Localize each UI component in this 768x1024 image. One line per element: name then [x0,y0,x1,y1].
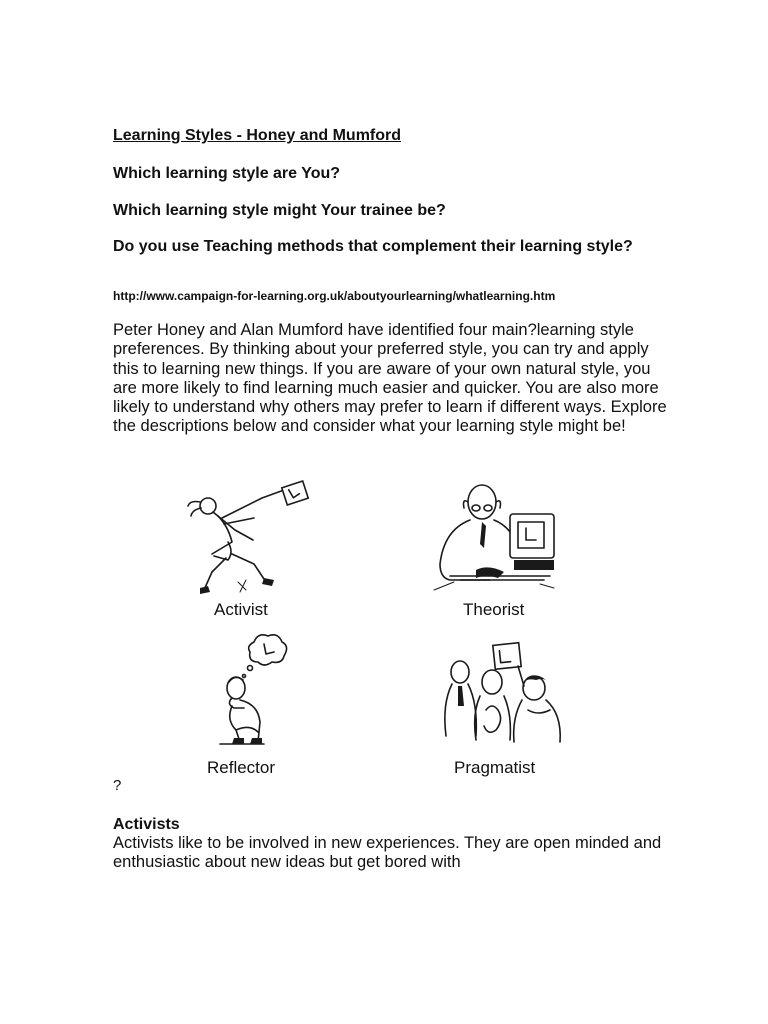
stray-question-mark: ? [113,777,122,794]
question-1: Which learning style are You? [113,165,341,182]
intro-paragraph: Peter Honey and Alan Mumford have identified four main?learning style preferences. By thinking about your preferred style, you can try and apply this to learning new things. If you are aware of your own natural style, you are more likely to find learning much easier and quicker. You are also more likely to understand why others may prefer to learn if different ways. Explore the descriptions below and consider what your learning style might be! [113,321,667,436]
activist-illustration [180,478,320,598]
section-heading-activists: Activists [113,816,180,833]
caption-activist: Activist [214,600,268,619]
section-body-activists: Activists like to be involved in new experiences. They are open minded and enthusiastic about new ideas but get bored with [113,834,662,872]
reference-url[interactable]: http://www.campaign-for-learning.org.uk/aboutyourlearning/whatlearning.htm [113,289,556,303]
theorist-illustration [430,480,570,595]
caption-reflector: Reflector [207,758,276,777]
reflector-illustration [210,632,290,752]
document-title: Learning Styles - Honey and Mumford [113,127,402,144]
caption-theorist: Theorist [463,600,525,619]
pragmatist-illustration [438,640,568,750]
question-3: Do you use Teaching methods that complement their learning style? [113,238,633,255]
question-2: Which learning style might Your trainee be? [113,202,446,219]
caption-pragmatist: Pragmatist [454,758,536,777]
